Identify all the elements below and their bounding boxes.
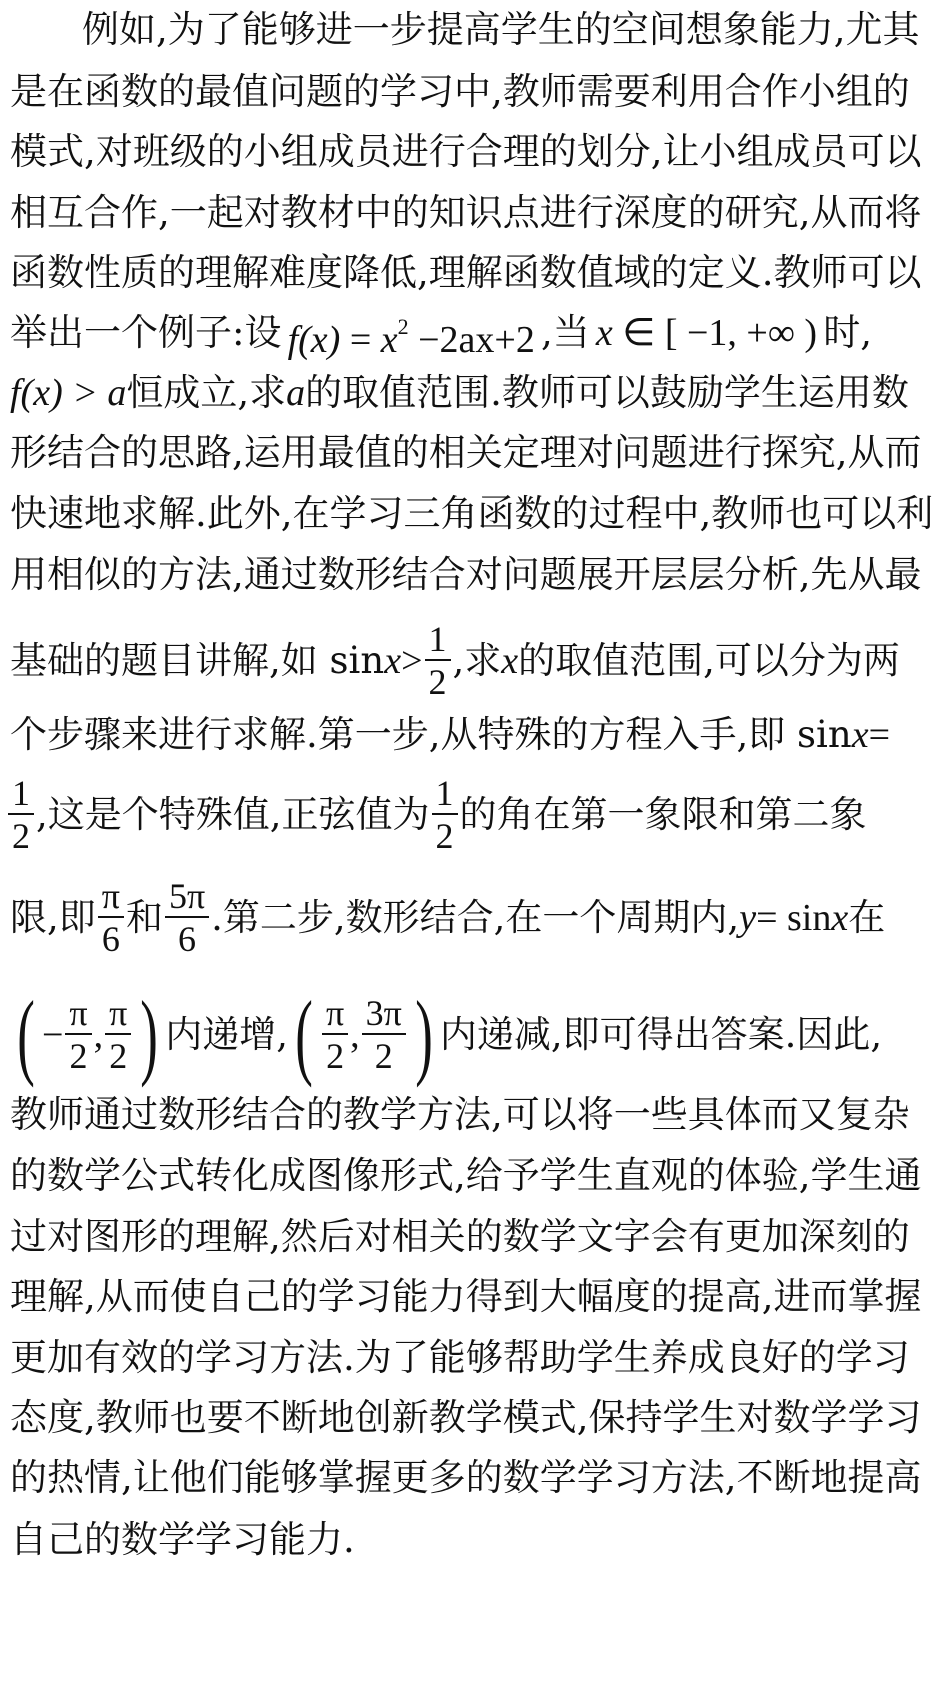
text-line-content: 快速地求解.此外,在学习三角函数的过程中,教师也可以利 <box>10 492 933 535</box>
fraction-numerator: π <box>65 993 91 1035</box>
text-line <box>10 1090 910 1140</box>
text-line-content: 例如,为了能够进一步提高学生的空间想象能力,尤其 <box>82 8 920 51</box>
math-var: x <box>595 312 613 354</box>
text-line-content: 模式,对班级的小组成员进行合理的划分,让小组成员可以 <box>10 130 922 173</box>
fraction-pi-over-6 <box>98 876 124 960</box>
math-function-expression <box>288 302 535 365</box>
text-line <box>82 5 920 55</box>
math-eq: = <box>340 318 381 361</box>
math-func: f(x) <box>287 318 341 361</box>
text-line-content: 的热情,让他们能够掌握更多的数学学习方法,不断地提高 <box>10 1456 922 1499</box>
text-line <box>10 489 933 539</box>
text-segment: 在 <box>848 896 886 939</box>
text-segment: ,求 <box>452 639 502 682</box>
text-segment: 的取值范围.教师可以鼓励学生运用数 <box>305 371 909 414</box>
text-line <box>10 1333 910 1383</box>
text-segment: 限,即 <box>10 896 96 939</box>
text-line-content: 自己的数学学习能力. <box>10 1518 355 1561</box>
text-line-final <box>10 1515 872 1565</box>
fraction-numerator: 5π <box>165 876 209 918</box>
fraction-one-half <box>425 619 451 703</box>
math-var: x <box>380 318 398 361</box>
math-var: x <box>831 897 849 939</box>
text-line <box>10 1272 922 1322</box>
math-fraction-group <box>6 773 867 857</box>
fraction-one-half <box>432 773 458 857</box>
text-line-content: 的数学公式转化成图像形式,给予学生直观的体验,学生通 <box>10 1154 922 1197</box>
math-gt: > <box>401 640 423 682</box>
text-line-content: 用相似的方法,通过数形结合对问题展开层层分析,先从最 <box>10 553 922 596</box>
math-exponent: 2 <box>397 313 409 339</box>
math-interval-decreasing <box>288 981 440 1088</box>
text-line-function-definition <box>10 308 872 361</box>
math-var-a <box>286 368 305 418</box>
text-segment: 的取值范围,可以分为两 <box>518 639 900 682</box>
text-line-content: 过对图形的理解,然后对相关的数学文字会有更加深刻的 <box>10 1215 910 1258</box>
text-segment: 基础的题目讲解,如 sin <box>10 639 385 682</box>
text-line <box>10 1212 910 1262</box>
text-segment: 内递增, <box>165 1013 289 1056</box>
fraction-pi-over-2 <box>105 993 131 1077</box>
fraction-pi-over-2 <box>65 993 91 1077</box>
math-eq: = <box>868 714 891 756</box>
math-angle-group <box>10 876 885 960</box>
paren-open: ( <box>295 981 313 1088</box>
math-rest: −2ax+2 <box>408 318 535 361</box>
text-line <box>10 710 891 760</box>
fraction-denominator: 2 <box>109 1036 128 1076</box>
paren-open: ( <box>17 981 35 1088</box>
fraction-denominator: 2 <box>12 816 30 856</box>
fraction-denominator: 6 <box>178 919 197 959</box>
text-segment: 个步骤来进行求解.第一步,从特殊的方程入手,即 sin <box>10 713 852 756</box>
math-sine-inequality <box>384 619 452 703</box>
fraction-numerator: 1 <box>8 773 34 815</box>
text-line-content: 函数性质的理解难度降低,理解函数值域的定义.教师可以 <box>10 251 922 294</box>
math-minus: − <box>41 1014 64 1056</box>
text-line-content: 理解,从而使自己的学习能力得到大幅度的提高,进而掌握 <box>10 1275 922 1318</box>
fraction-numerator: π <box>105 993 131 1035</box>
math-comma: , <box>93 1014 104 1056</box>
fraction-denominator: 2 <box>435 816 454 856</box>
fraction-pi-over-2 <box>322 993 348 1077</box>
text-line-content: 态度,教师也要不断地创新教学模式,保持学生对数学学习 <box>10 1396 922 1439</box>
math-var: x <box>851 714 869 756</box>
text-line-content: 是在函数的最值问题的学习中,教师需要利用合作小组的 <box>10 70 910 113</box>
fraction-numerator: π <box>322 993 348 1035</box>
math-inequality <box>10 368 126 418</box>
text-line-content: 教师通过数形结合的教学方法,可以将一些具体而又复杂 <box>10 1093 910 1136</box>
text-line <box>10 67 910 117</box>
text-segment: 的角在第一象限和第二象 <box>459 793 867 836</box>
text-line <box>10 550 922 600</box>
paren-close: ) <box>140 981 159 1088</box>
math-var: x <box>384 640 402 682</box>
fraction-5pi-over-6 <box>165 876 209 960</box>
math-domain <box>596 308 817 358</box>
math-expr: f(x) > a <box>10 372 127 414</box>
math-comma: , <box>350 1014 360 1056</box>
text-segment: .第二步,数形结合,在一个周期内, <box>211 896 740 939</box>
text-line-monotonic-intervals <box>10 981 883 1088</box>
fraction-denominator: 6 <box>101 919 120 959</box>
fraction-numerator: π <box>98 876 124 918</box>
fraction-one-half <box>8 773 34 857</box>
fraction-numerator: 3π <box>362 993 406 1035</box>
math-interval: ∈ [ −1, +∞ ) <box>612 312 818 354</box>
text-line-content: 相互合作,一起对教材中的知识点进行深度的研究,从而将 <box>10 191 922 234</box>
text-segment: ,这是个特殊值,正弦值为 <box>36 793 430 836</box>
math-interval-increasing <box>10 981 165 1088</box>
fraction-denominator: 2 <box>428 662 447 702</box>
text-line-sine-inequality <box>10 619 900 702</box>
text-segment: ,当 <box>540 311 590 354</box>
text-line-angles <box>10 876 886 959</box>
fraction-numerator: 1 <box>432 773 458 815</box>
text-line <box>10 1453 922 1503</box>
text-line <box>10 248 922 298</box>
text-line <box>10 127 922 177</box>
paren-close: ) <box>415 981 433 1088</box>
text-segment: 内递减,即可得出答案.因此, <box>439 1013 883 1056</box>
fraction-3pi-over-2 <box>362 993 406 1077</box>
text-segment: 举出一个例子:设 <box>10 311 282 354</box>
text-line-content: 更加有效的学习方法.为了能够帮助学生养成良好的学习 <box>10 1336 910 1379</box>
text-segment: 恒成立,求 <box>126 371 287 414</box>
text-segment: 时, <box>823 311 872 354</box>
text-line-special-value <box>10 773 872 856</box>
text-line-inequality <box>10 368 909 418</box>
math-sin: = sin <box>756 897 832 939</box>
math-var: x <box>501 640 519 682</box>
fraction-denominator: 2 <box>69 1036 88 1076</box>
fraction-denominator: 2 <box>374 1036 393 1076</box>
fraction-numerator: 1 <box>425 619 451 661</box>
text-line <box>10 188 922 238</box>
text-line <box>10 1151 922 1201</box>
text-segment: 和 <box>125 896 163 939</box>
text-line <box>10 1393 922 1443</box>
math-var: a <box>286 372 306 414</box>
math-var: y <box>739 897 757 939</box>
text-line <box>10 428 922 478</box>
text-line-content: 形结合的思路,运用最值的相关定理对问题进行探究,从而 <box>10 431 922 474</box>
fraction-denominator: 2 <box>326 1036 345 1076</box>
